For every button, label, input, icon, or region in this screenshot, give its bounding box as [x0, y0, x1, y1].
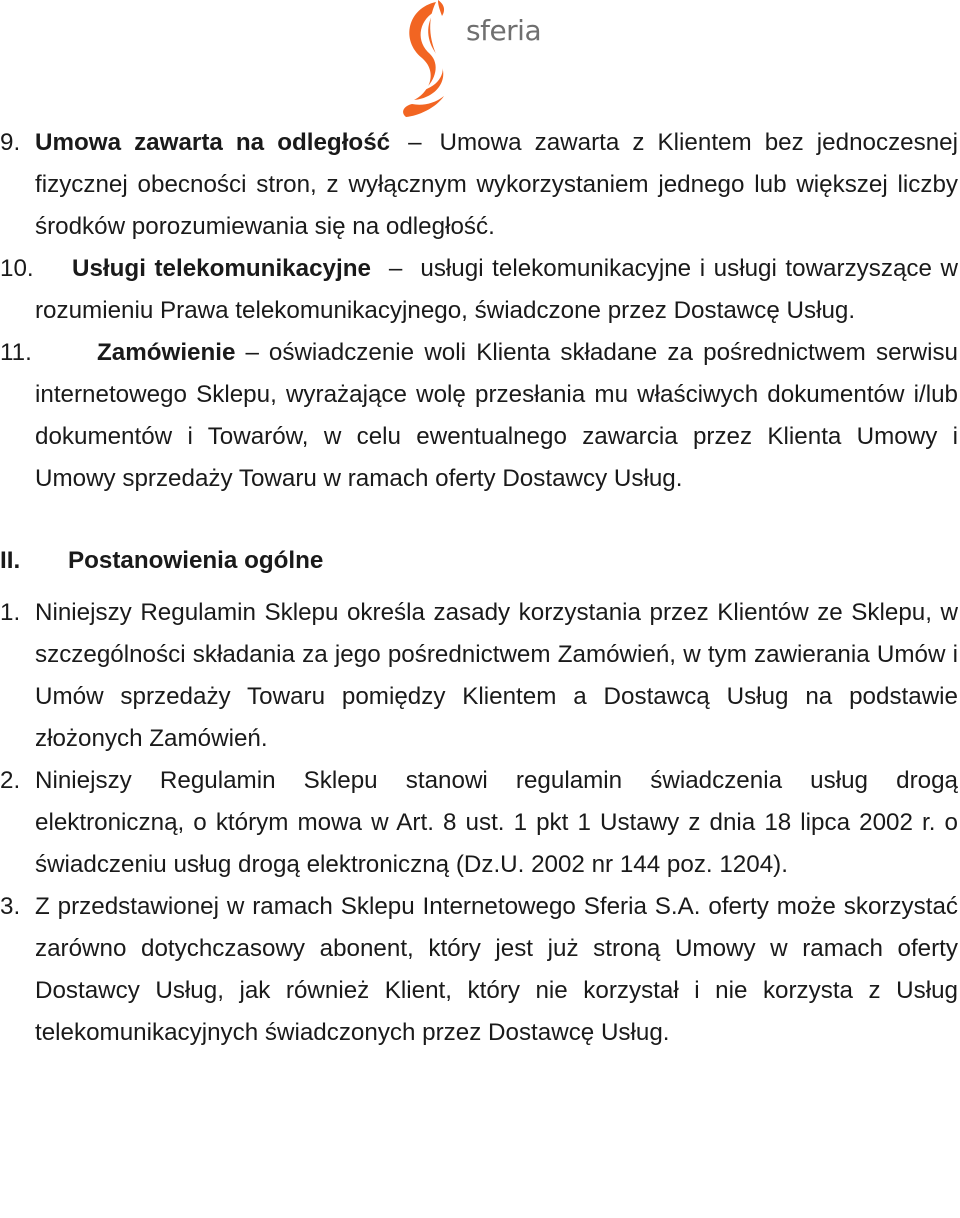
- item-number: 9.: [0, 129, 21, 156]
- sferia-logo: [378, 0, 568, 118]
- item-number: 2.: [0, 767, 21, 794]
- definition-term: Zamówienie: [97, 339, 236, 366]
- item-number: 1.: [0, 599, 21, 626]
- definition-item-11: [0, 332, 960, 500]
- section-number: II.: [0, 547, 21, 574]
- definition-dash: –: [408, 129, 422, 156]
- provision-text: Z przedstawionej w ramach Sklepu Internetowego Sferia S.A. oferty może skorzystać zarówno dotychczasowy abonent, który jest już stroną Umowy w ramach oferty Dostawcy Usług, jak również Klient, który nie korzystał i nie korzysta z Usług telekomunikacyjnych świadczonych przez Dostawcę Usług.: [35, 893, 958, 1046]
- provision-item-1: [0, 592, 960, 760]
- document-body: [0, 122, 960, 1054]
- definition-item-9: [0, 122, 960, 248]
- definition-dash: –: [388, 255, 403, 282]
- item-number: 11.: [0, 339, 32, 366]
- definition-term: Usługi telekomunikacyjne: [72, 255, 371, 282]
- provision-text: Niniejszy Regulamin Sklepu określa zasady korzystania przez Klientów ze Sklepu, w szczególności składania za jego pośrednictwem Zamówień, w tym zawierania Umów i Umów sprzedaży Towaru pomiędzy Klientem a Dostawcą Usług na podstawie złożonych Zamówień.: [35, 599, 958, 752]
- item-number: 10.: [0, 255, 34, 282]
- provision-item-3: [0, 886, 960, 1054]
- definition-dash: –: [245, 339, 259, 366]
- definition-text: usługi telekomunikacyjne i usługi towarzyszące w rozumieniu Prawa telekomunikacyjnego, świadczone przez Dostawcę Usług.: [35, 255, 958, 324]
- provision-item-2: [0, 760, 960, 886]
- section-title: Postanowienia ogólne: [68, 547, 324, 574]
- logo-text: sferia: [466, 14, 542, 47]
- provision-text: Niniejszy Regulamin Sklepu stanowi regulamin świadczenia usług drogą elektroniczną, o którym mowa w Art. 8 ust. 1 pkt 1 Ustawy z dnia 18 lipca 2002 r. o świadczeniu usług drogą elektroniczną (Dz.U. 2002 nr 144 poz. 1204).: [35, 767, 958, 878]
- definition-item-10: [0, 248, 960, 332]
- definition-text: Umowa zawarta z Klientem bez jednoczesnej fizycznej obecności stron, z wyłącznym wykorzystaniem jednego lub większej liczby środków porozumiewania się na odległość.: [35, 129, 958, 240]
- definition-term: Umowa zawarta na odległość: [35, 129, 391, 156]
- sferia-swirl-icon: [378, 0, 478, 118]
- item-number: 3.: [0, 893, 21, 920]
- definition-text: oświadczenie woli Klienta składane za pośrednictwem serwisu internetowego Sklepu, wyrażające wolę przesłania mu właściwych dokumentów i/lub dokumentów i Towarów, w celu ewentualnego zawarcia przez Klienta Umowy i Umowy sprzedaży Towaru w ramach oferty Dostawcy Usług.: [35, 339, 958, 492]
- section-heading: [0, 540, 960, 582]
